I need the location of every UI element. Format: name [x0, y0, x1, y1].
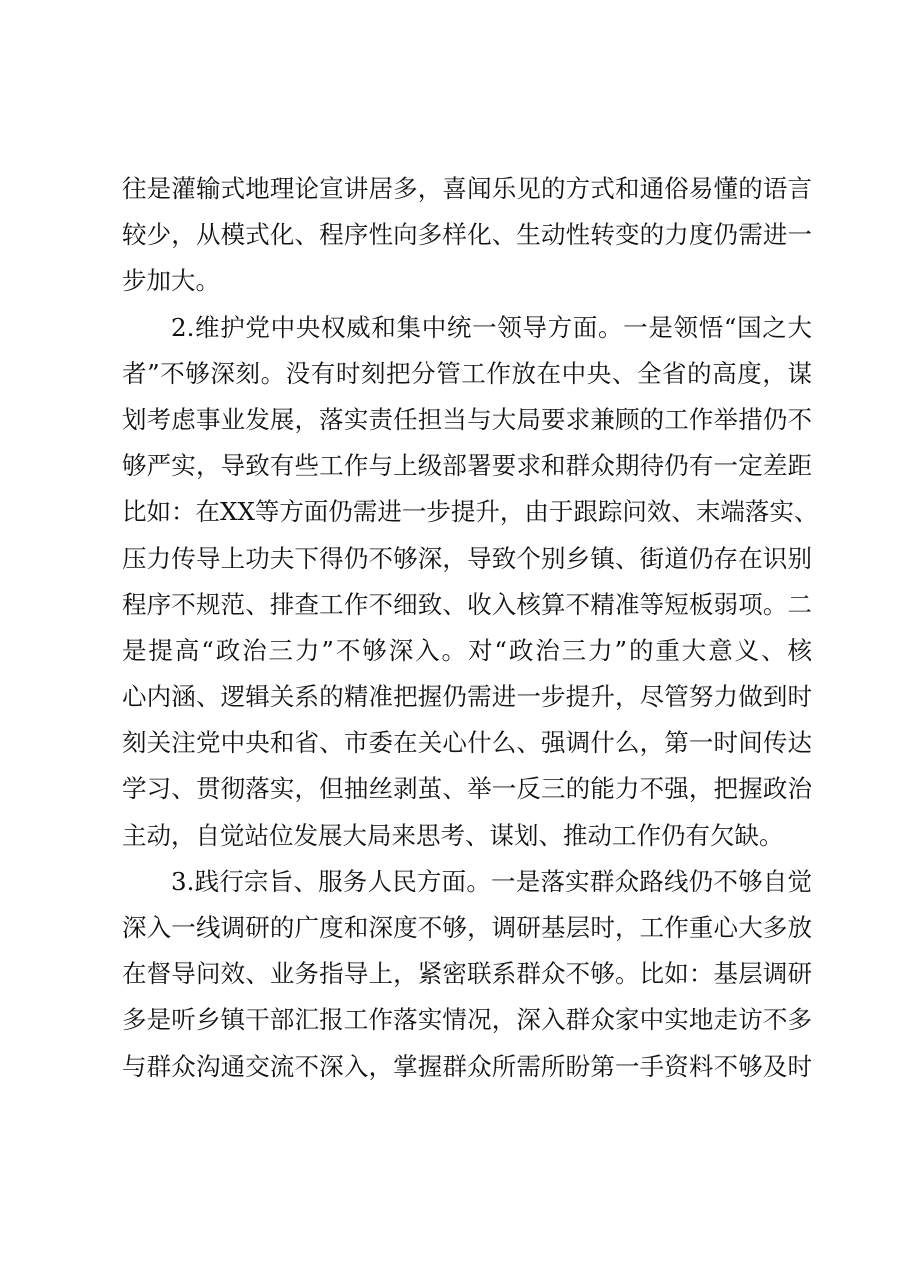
- body-line: 往是灌输式地理论宣讲居多，喜闻乐见的方式和通俗易懂的语言: [122, 174, 812, 203]
- body-line: 学习、贯彻落实，但抽丝剥茧、举一反三的能力不强，把握政治: [122, 774, 812, 804]
- body-line: 压力传导上功夫下得仍不够深，导致个别乡镇、街道仍存在识别: [122, 543, 812, 573]
- body-line: 比如：在XX等方面仍需进一步提升，由于跟踪问效、末端落实、: [122, 497, 819, 527]
- body-line: 够严实，导致有些工作与上级部署要求和群众期待仍有一定差距: [122, 451, 812, 481]
- body-line: 心内涵、逻辑关系的精准把握仍需进一步提升，尽管努力做到时: [122, 682, 812, 712]
- body-line: 深入一线调研的广度和深度不够，调研基层时，工作重心大多放: [122, 913, 812, 942]
- body-line: 较少，从模式化、程序性向多样化、生动性转变的力度仍需进一: [122, 220, 812, 250]
- body-line: 者”不够深刻。没有时刻把分管工作放在中央、全省的高度，谋: [122, 358, 812, 388]
- body-line: 划考虑事业发展，落实责任担当与大局要求兼顾的工作举措仍不: [122, 404, 812, 434]
- section-heading-line: 2.维护党中央权威和集中统一领导方面。一是领悟“国之大: [171, 312, 812, 342]
- body-line: 多是听乡镇干部汇报工作落实情况，深入群众家中实地走访不多: [122, 1005, 812, 1035]
- body-line: 是提高“政治三力”不够深入。对“政治三力”的重大意义、核: [122, 635, 812, 665]
- body-line: 与群众沟通交流不深入，掌握群众所需所盼第一手资料不够及时: [122, 1051, 812, 1081]
- body-line: 程序不规范、排查工作不细致、收入核算不精准等短板弱项。二: [122, 589, 812, 619]
- section-heading-line: 3.践行宗旨、服务人民方面。一是落实群众路线仍不够自觉: [171, 866, 812, 896]
- body-line: 主动，自觉站位发展大局来思考、谋划、推动工作仍有欠缺。: [122, 820, 784, 850]
- body-line: 在督导问效、业务指导上，紧密联系群众不够。比如：基层调研: [122, 959, 812, 989]
- document-body: [122, 166, 819, 1090]
- body-line: 步加大。: [122, 266, 220, 296]
- body-line: 刻关注党中央和省、市委在关心什么、强调什么，第一时间传达: [122, 728, 812, 758]
